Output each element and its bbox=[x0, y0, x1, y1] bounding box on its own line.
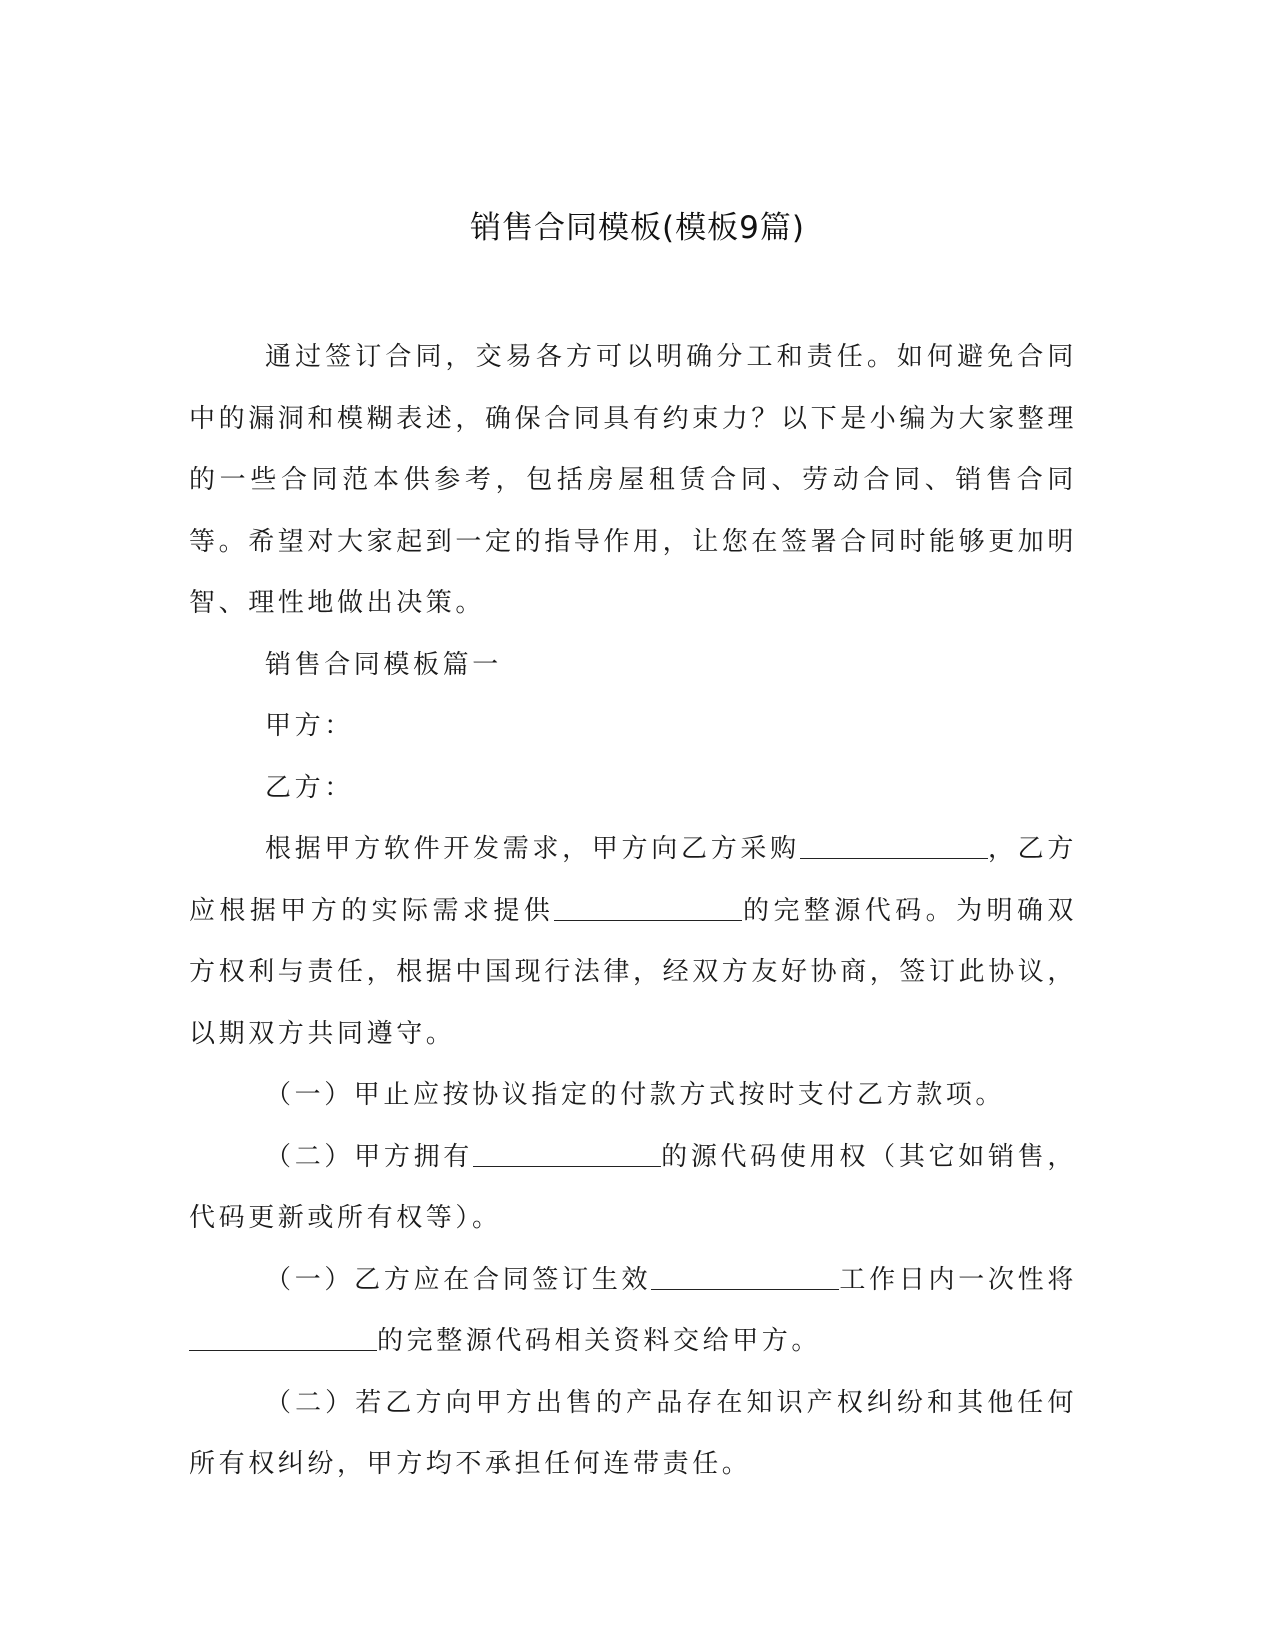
clause-a2-text-2: 的源代码使用权（其它如销售，代码更新或所有权等）。 bbox=[189, 1141, 1077, 1233]
basis-paragraph bbox=[189, 819, 1077, 1065]
basis-text-1: 根据甲方软件开发需求，甲方向乙方采购 bbox=[265, 834, 800, 864]
section-heading: 销售合同模板篇一 bbox=[265, 649, 502, 680]
clause-b1-text-2: 工作日内一次性将 bbox=[839, 1264, 1077, 1295]
party-a-label: 甲方： bbox=[265, 711, 354, 741]
basis-text-2: ，乙方应根据甲方的实际需求提供 bbox=[189, 834, 1077, 926]
fill-blank-usage-right bbox=[473, 1142, 661, 1167]
clause-b2: （二）若乙方向甲方出售的产品存在知识产权纠纷和其他任何所有权纠纷，甲方均不承担任何连带责任。 bbox=[189, 1387, 1077, 1479]
basis-text-3: 的完整源代码。为明确双方权利与责任，根据中国现行法律，经双方友好协商，签订此协议，以期双方共同遵守。 bbox=[189, 895, 1078, 1049]
clause-a2-text-1: （二）甲方拥有 bbox=[265, 1141, 473, 1172]
party-b-label: 乙方： bbox=[265, 772, 354, 803]
intro-paragraph: 通过签订合同，交易各方可以明确分工和责任。如何避免合同中的漏洞和模糊表述，确保合同具有约束力？以下是小编为大家整理的一些合同范本供参考，包括房屋租赁合同、劳动合同、销售合同等。希望对大家起到一定的指导作用，让您在签署合同时能够更加明智、理性地做出决策。 bbox=[189, 342, 1078, 618]
clause-a2 bbox=[189, 1127, 1077, 1250]
fill-blank-purchase bbox=[800, 834, 988, 859]
clause-b1-text-3: 的完整源代码相关资料交给甲方。 bbox=[377, 1326, 822, 1356]
document-title: 销售合同模板(模板9篇) bbox=[470, 210, 805, 246]
clause-b1 bbox=[189, 1250, 1077, 1373]
clause-a1: （一）甲止应按协议指定的付款方式按时支付乙方款项。 bbox=[265, 1080, 1006, 1110]
fill-blank-source bbox=[189, 1326, 377, 1351]
document-body bbox=[189, 327, 1077, 1496]
fill-blank-provide bbox=[554, 896, 742, 921]
clause-b1-text-1: （一）乙方应在合同签订生效 bbox=[265, 1264, 652, 1295]
fill-blank-days bbox=[651, 1265, 839, 1290]
